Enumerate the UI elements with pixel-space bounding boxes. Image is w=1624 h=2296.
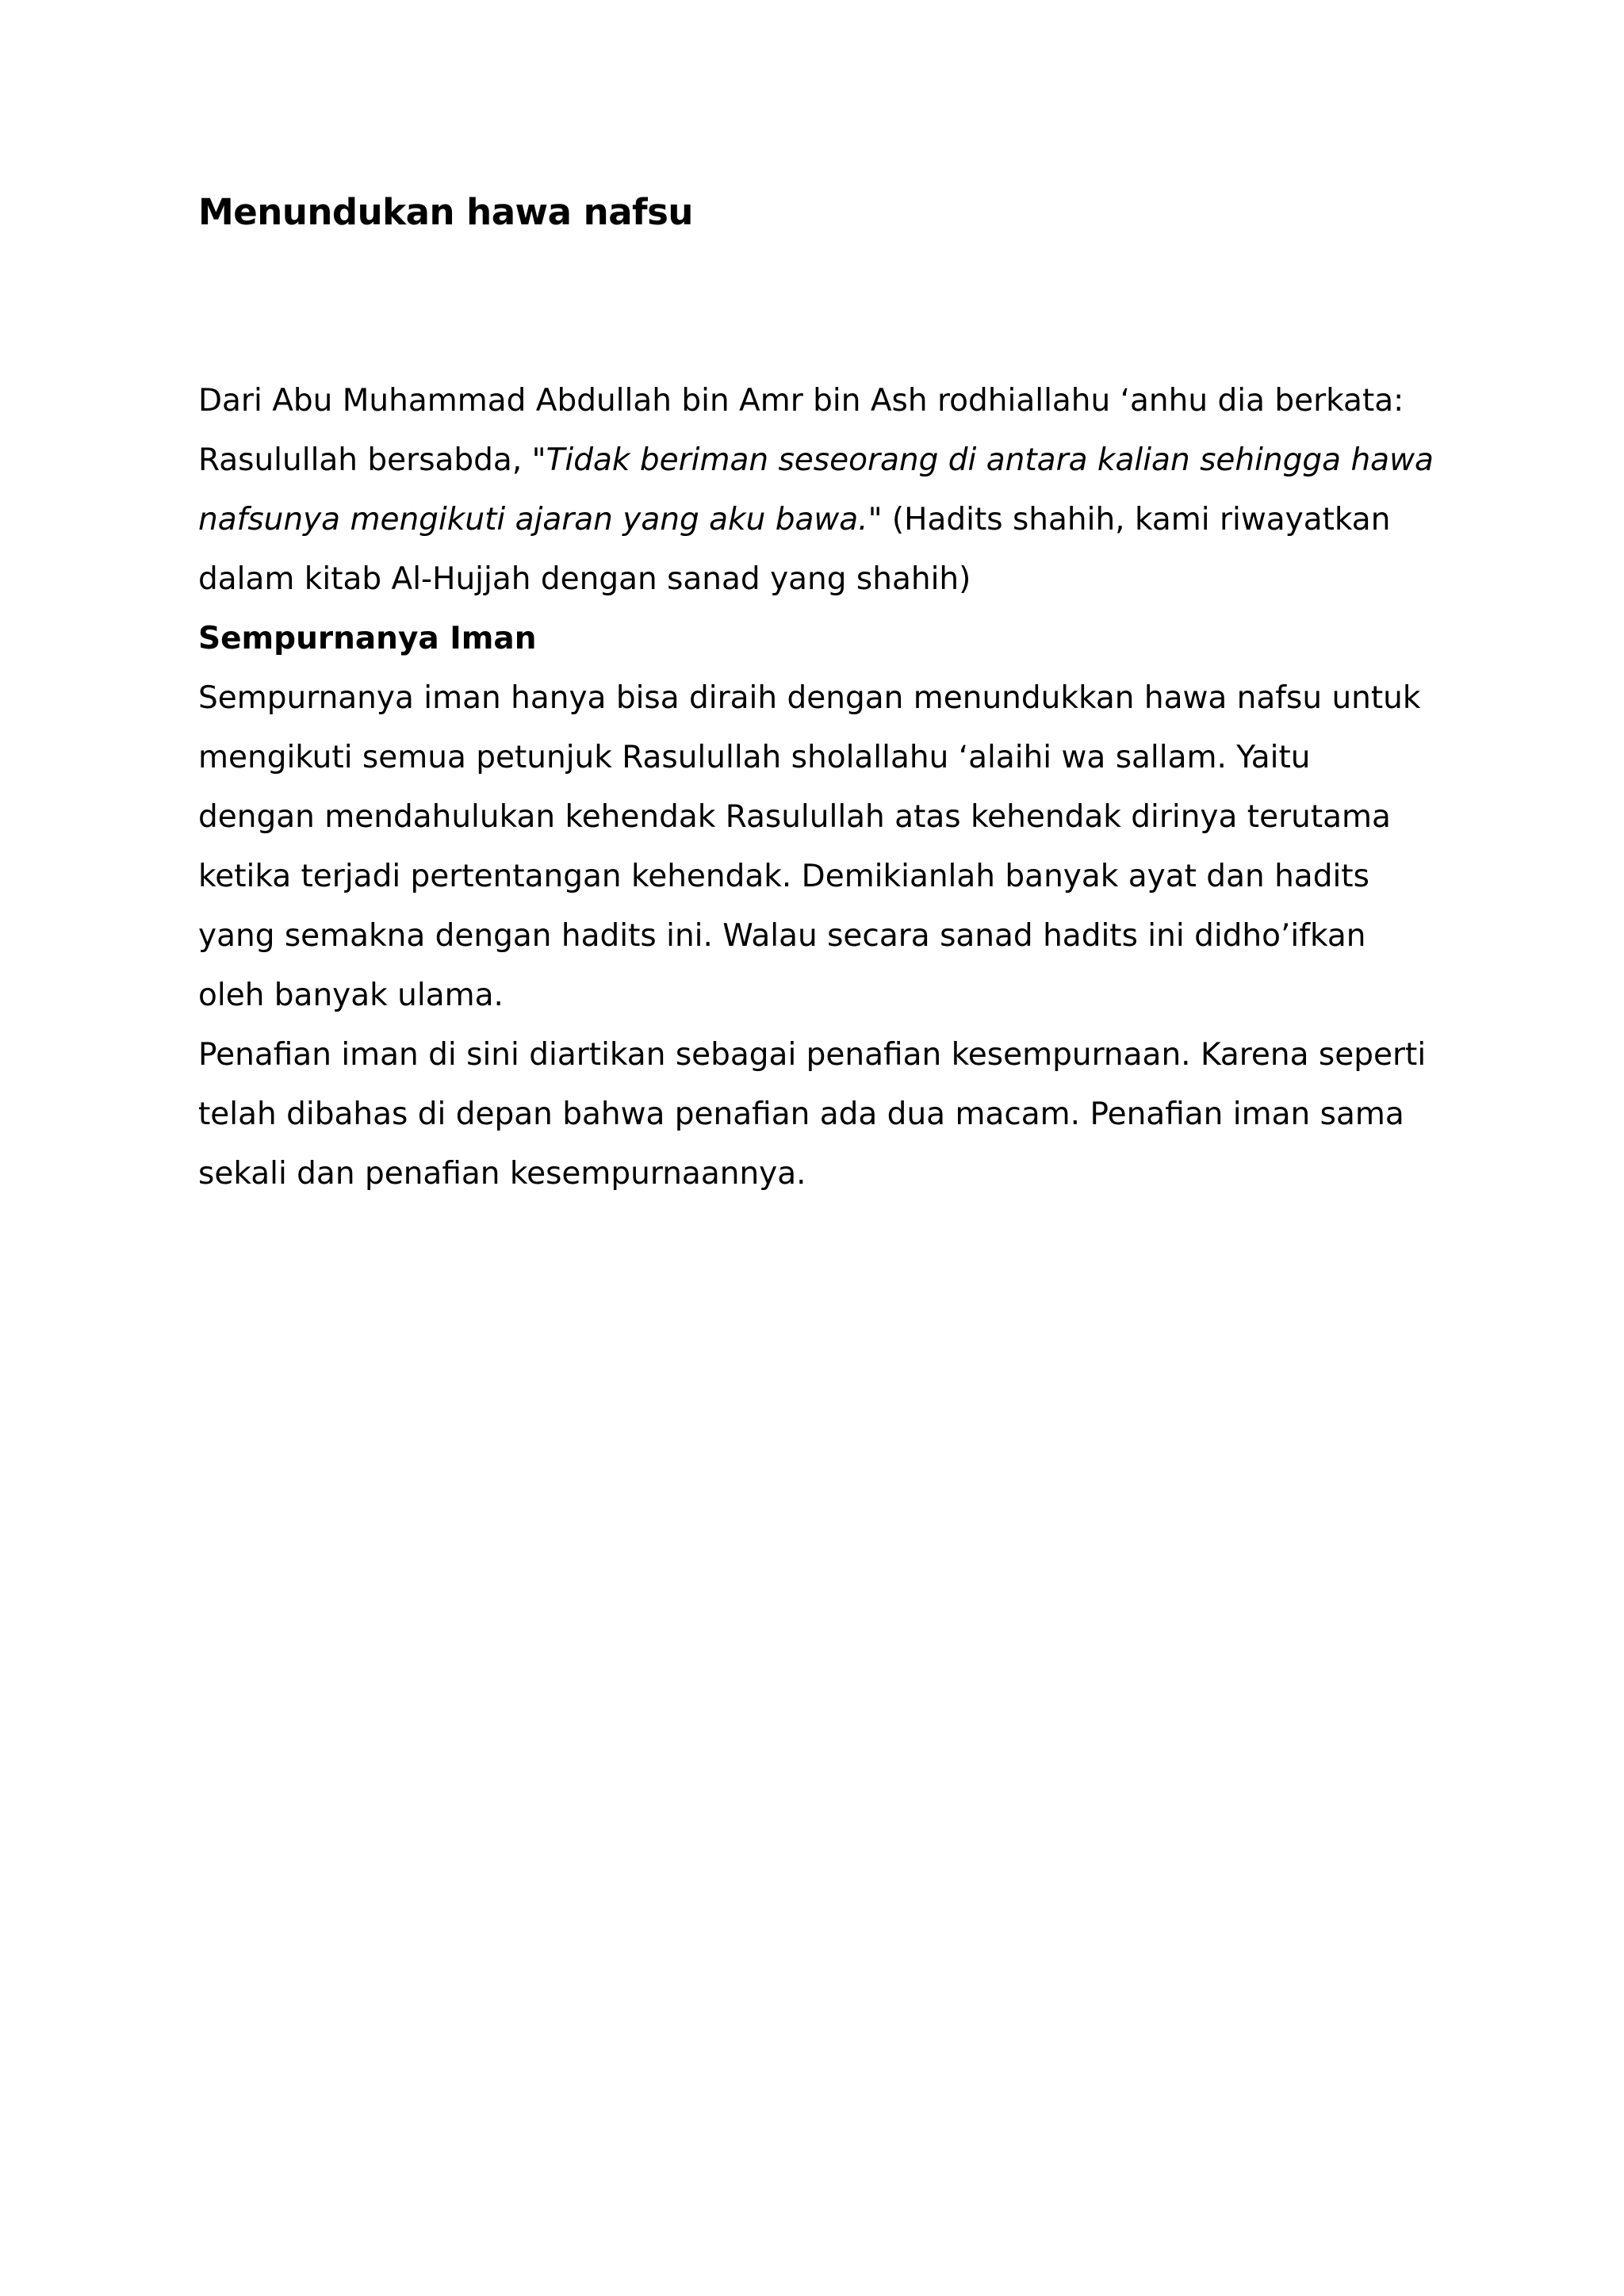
document-content (198, 189, 1435, 1203)
hadith-intro: Dari Abu Muhammad Abdullah bin Amr bin Ash rodhiallahu ‘anhu dia berkata: Rasulullah bersabda, (198, 383, 1404, 478)
negation-paragraph: Penafian iman di sini diartikan sebagai penafian kesempurnaan. Karena seperti telah dibahas di depan bahwa penafian ada dua macam. Penafian iman sama sekali dan penafian kesempurnaannya. (198, 1037, 1427, 1192)
document-title: Menundukan hawa nafsu (198, 191, 693, 233)
explanation-paragraph: Sempurnanya iman hanya bisa diraih dengan menundukkan hawa nafsu untuk mengikuti semua petunjuk Rasulullah sholallahu ‘alaihi wa sallam. Yaitu dengan mendahulukan kehendak Rasulullah atas kehendak dirinya terutama ketika terjadi pertentangan kehendak. Demikianlah banyak ayat dan hadits yang semakna dengan hadits ini. Walau secara sanad hadits ini didho’ifkan oleh banyak ulama. (198, 680, 1421, 1013)
hadith-paragraph (198, 371, 1435, 609)
section-subheading: Sempurnanya Iman (198, 621, 537, 656)
hadith-source: (Hadits shahih, kami riwayatkan dalam kitab Al-Hujjah dengan sanad yang shahih) (198, 502, 1391, 597)
hadith-quote: "Tidak beriman seseorang di antara kalian sehingga hawa nafsunya mengikuti ajaran yang aku bawa." (198, 442, 1434, 538)
document-body (198, 371, 1435, 1203)
